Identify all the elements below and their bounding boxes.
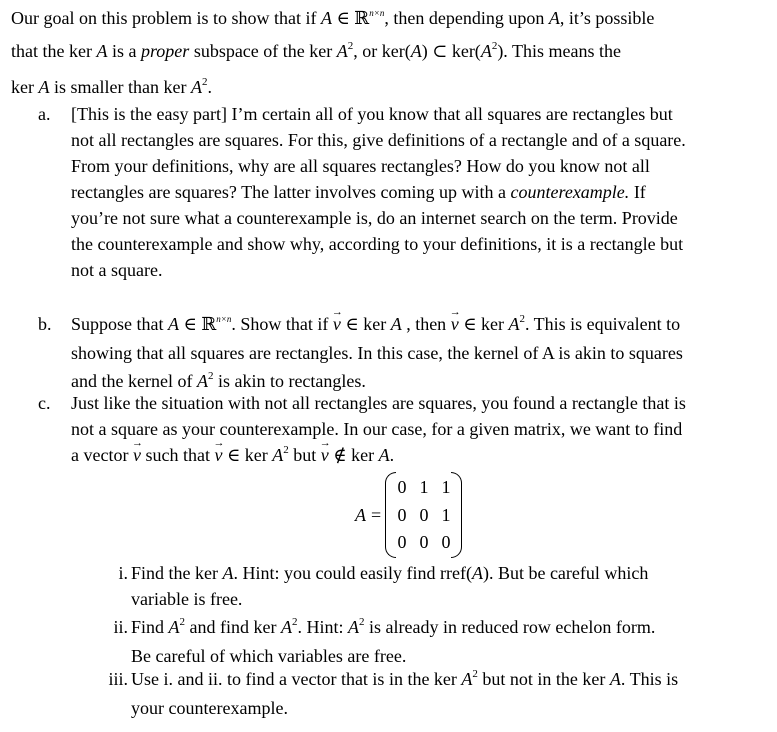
set-symbol: ∈ ℝ bbox=[331, 8, 370, 28]
part-a-line: not all rectangles are squares. For this, give definitions of a rectangle and of a square. bbox=[71, 130, 686, 150]
emphasis: proper bbox=[140, 41, 190, 61]
part-b-text: Suppose that bbox=[71, 314, 168, 334]
matrix-symbol: A bbox=[471, 563, 483, 583]
part-a-body bbox=[71, 101, 771, 283]
sub-iii-text: Use i. and ii. to find a vector that is in the ker bbox=[131, 669, 462, 689]
sub-iii-label: iii. bbox=[108, 669, 128, 689]
superscript: 2 bbox=[347, 40, 354, 52]
sub-ii-text: is already in reduced row echelon form. bbox=[364, 617, 656, 637]
part-b-text: ∈ ker bbox=[458, 314, 509, 334]
matrix-a-display bbox=[355, 472, 475, 558]
matrix-cell: 0 bbox=[441, 532, 451, 552]
sub-ii-text: and find ker bbox=[185, 617, 281, 637]
part-c-label: c. bbox=[38, 393, 51, 413]
part-b-text: is akin to rectangles. bbox=[213, 371, 366, 391]
part-a-line: From your definitions, why are all squares rectangles? How do you know not all bbox=[71, 156, 650, 176]
intro-text: that the ker bbox=[11, 41, 97, 61]
part-a-line bbox=[71, 179, 771, 205]
part-c-text: but bbox=[288, 445, 321, 465]
set-symbol: ∈ ℝ bbox=[179, 314, 217, 334]
part-c-text: . bbox=[389, 445, 395, 465]
intro-text: . bbox=[207, 77, 212, 97]
matrix-cell: 0 bbox=[419, 505, 429, 525]
intro-line-2 bbox=[11, 38, 771, 67]
superscript: n×n bbox=[216, 314, 232, 324]
matrix-symbol: A bbox=[461, 669, 473, 689]
superscript: 2 bbox=[519, 313, 525, 325]
part-b-text: and the kernel of bbox=[71, 371, 197, 391]
part-c-line: Just like the situation with not all rectangles are squares, you found a rectangle that is bbox=[71, 393, 686, 413]
part-c-body bbox=[71, 390, 771, 471]
matrix-symbol: A bbox=[38, 77, 50, 97]
part-b-text: . Show that if bbox=[231, 314, 333, 334]
vector-symbol: → v bbox=[133, 442, 141, 468]
sub-i-label: i. bbox=[118, 563, 128, 583]
emphasis: counterexample. bbox=[510, 182, 630, 202]
intro-text: subspace of the ker bbox=[189, 41, 337, 61]
superscript: 2 bbox=[491, 40, 498, 52]
sub-i-text: Find the ker bbox=[131, 563, 223, 583]
vector-symbol: → v bbox=[333, 311, 341, 337]
matrix-symbol: A bbox=[222, 563, 234, 583]
part-a-line: you’re not sure what a counterexample is, do an internet search on the term. Provide bbox=[71, 208, 678, 228]
sub-i-line: variable is free. bbox=[131, 589, 243, 609]
sub-iii-body bbox=[131, 666, 771, 721]
superscript: 2 bbox=[207, 370, 214, 382]
intro-text: ). This means the bbox=[497, 41, 621, 61]
matrix-symbol: A bbox=[609, 669, 621, 689]
intro-text: , or ker( bbox=[353, 41, 411, 61]
part-c-text: ∉ ker bbox=[328, 445, 379, 465]
vector-symbol: → v bbox=[214, 442, 222, 468]
sub-i-text: ). But be careful which bbox=[482, 563, 649, 583]
sub-iii-line bbox=[131, 666, 771, 695]
equals-sign: = bbox=[371, 505, 382, 525]
sub-ii-line bbox=[131, 614, 771, 643]
part-c-line: not a square as your counterexample. In our case, for a given matrix, we want to find bbox=[71, 419, 683, 439]
matrix-symbol: A bbox=[280, 617, 292, 637]
matrix-symbol: A bbox=[410, 41, 422, 61]
matrix-symbol: A bbox=[480, 41, 492, 61]
matrix-symbol: A bbox=[378, 445, 390, 465]
intro-text: Our goal on this problem is to show that if bbox=[11, 8, 321, 28]
intro-text: is smaller than ker bbox=[49, 77, 191, 97]
part-a-text: rectangles are squares? The latter involves coming up with a bbox=[71, 182, 511, 202]
matrix-cell: 0 bbox=[397, 477, 407, 497]
intro-text: , it’s possible bbox=[559, 8, 655, 28]
part-b-line bbox=[71, 311, 771, 340]
matrix-symbol: A bbox=[548, 8, 560, 28]
sub-ii-label: ii. bbox=[113, 617, 128, 637]
matrix-symbol: A bbox=[168, 314, 179, 334]
part-b-text: , then bbox=[401, 314, 451, 334]
superscript: n×n bbox=[369, 8, 385, 18]
superscript: 2 bbox=[283, 444, 289, 456]
part-a-line: not a square. bbox=[71, 260, 163, 280]
matrix-name: A bbox=[355, 505, 366, 525]
matrix-symbol: A bbox=[168, 617, 180, 637]
matrix-symbol: A bbox=[190, 77, 202, 97]
part-b-text: . This is equivalent to bbox=[525, 314, 681, 334]
intro-text: is a bbox=[107, 41, 141, 61]
matrix-cell: 1 bbox=[441, 477, 451, 497]
superscript: 2 bbox=[359, 616, 365, 628]
sub-iii-text: but not in the ker bbox=[477, 669, 610, 689]
sub-iii-line: your counterexample. bbox=[131, 698, 288, 718]
part-a-label: a. bbox=[38, 104, 51, 124]
matrix-symbol: A bbox=[508, 314, 520, 334]
vector-symbol: → v bbox=[451, 311, 459, 337]
superscript: 2 bbox=[201, 76, 208, 88]
part-a-text: If bbox=[629, 182, 646, 202]
vector-symbol: → v bbox=[321, 442, 329, 468]
superscript: 2 bbox=[472, 668, 478, 680]
matrix-symbol: A bbox=[390, 314, 402, 334]
matrix-symbol: A bbox=[96, 41, 108, 61]
intro-line-3 bbox=[11, 74, 771, 103]
intro-text: ) ⊂ ker( bbox=[421, 41, 481, 61]
part-b-text: ∈ ker bbox=[340, 314, 391, 334]
part-c-text: such that bbox=[140, 445, 215, 465]
matrix-symbol: A bbox=[272, 445, 284, 465]
matrix-symbol: A bbox=[348, 617, 359, 637]
part-b-label: b. bbox=[38, 314, 52, 334]
sub-i-text: . Hint: you could easily find rref( bbox=[233, 563, 472, 583]
intro-text: , then depending upon bbox=[384, 8, 549, 28]
part-a-line: the counterexample and show why, according to your definitions, it is a rectangle but bbox=[71, 234, 684, 254]
matrix-symbol: A bbox=[196, 371, 208, 391]
matrix-cell: 1 bbox=[419, 477, 429, 497]
sub-i-line bbox=[131, 560, 771, 586]
matrix-symbol: A bbox=[320, 8, 332, 28]
part-c-text: ∈ ker bbox=[222, 445, 273, 465]
sub-ii-text: Find bbox=[131, 617, 169, 637]
matrix-cell: 0 bbox=[397, 505, 407, 525]
sub-ii-body bbox=[131, 614, 771, 669]
intro-text: ker bbox=[11, 77, 39, 97]
sub-iii-text: . This is bbox=[620, 669, 679, 689]
matrix-symbol: A bbox=[336, 41, 348, 61]
matrix-cell: 0 bbox=[419, 532, 429, 552]
matrix-cell: 1 bbox=[441, 505, 451, 525]
part-b-line: showing that all squares are rectangles. In this case, the kernel of A is akin to squares bbox=[71, 343, 683, 363]
part-a-line: [This is the easy part] I’m certain all of you know that all squares are rectangles but bbox=[71, 104, 673, 124]
sub-i-body bbox=[131, 560, 771, 612]
part-c-line bbox=[71, 442, 771, 471]
superscript: 2 bbox=[291, 616, 298, 628]
part-c-text: a vector bbox=[71, 445, 133, 465]
sub-ii-text: . Hint: bbox=[297, 617, 348, 637]
superscript: 2 bbox=[179, 616, 186, 628]
sub-ii-line: Be careful of which variables are free. bbox=[131, 646, 407, 666]
intro-line-1 bbox=[11, 5, 771, 34]
part-b-body bbox=[71, 311, 771, 397]
matrix-cell: 0 bbox=[397, 532, 407, 552]
